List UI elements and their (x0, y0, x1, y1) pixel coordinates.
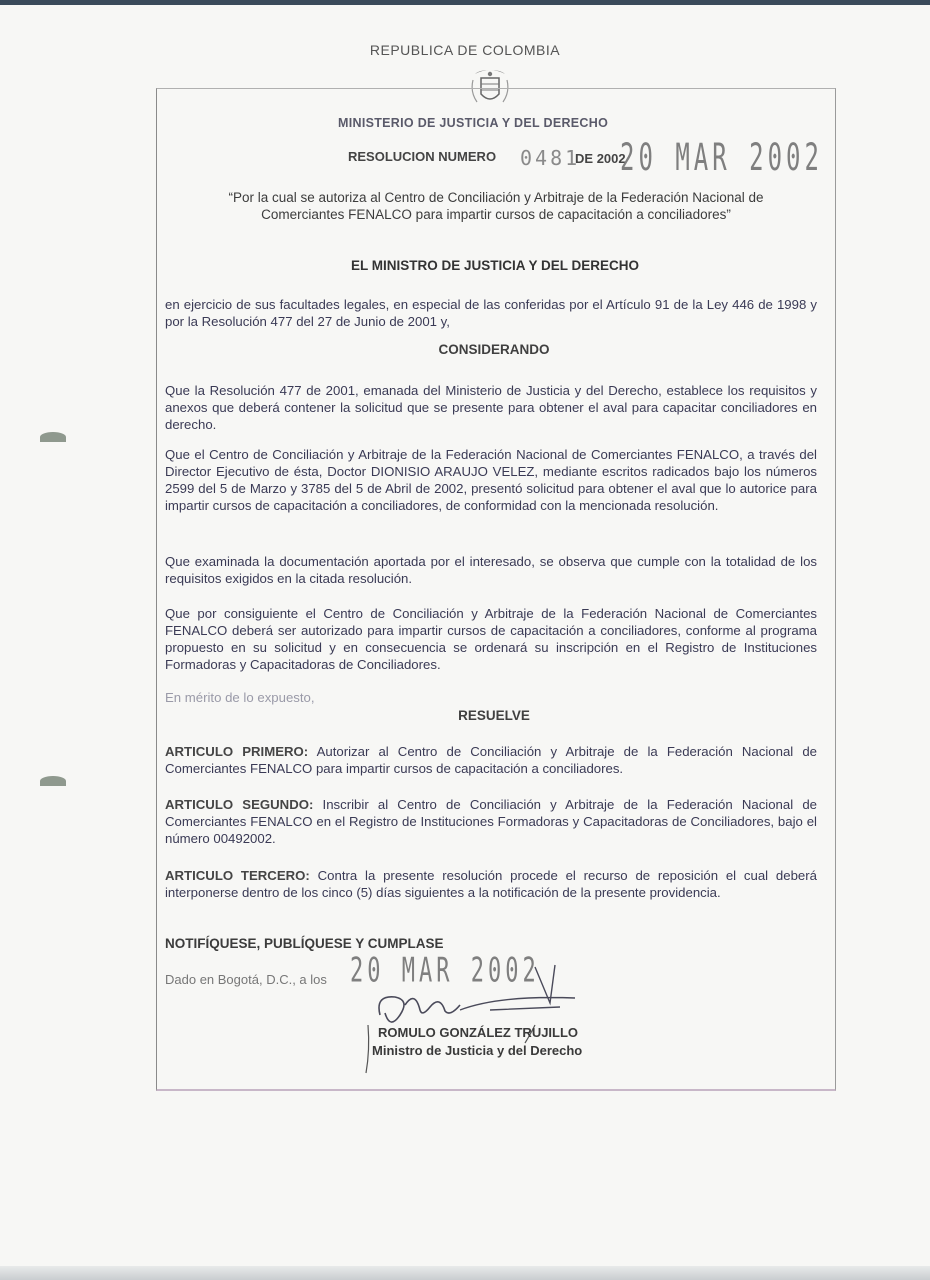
article-primero (165, 743, 817, 777)
scan-top-edge (0, 0, 930, 5)
country-header: REPUBLICA DE COLOMBIA (369, 42, 561, 58)
article-text: Contra la presente resolución procede el recurso de reposición el cual deberá interponerse dentro de los cinco (5) días siguientes a la notificación de la presente providencia. (165, 868, 817, 900)
stamped-date: 20 MAR 2002 (620, 136, 823, 180)
authority-heading: EL MINISTRO DE JUSTICIA Y DEL DERECHO (350, 258, 640, 273)
resolution-year-value: 2002 (596, 151, 626, 166)
considerando-paragraph-4: Que por consiguiente el Centro de Conciliación y Arbitraje de la Federación Nacional de Comerciantes FENALCO deberá ser autorizado para impartir cursos de capacitación a conciliadores, conforme al programa propuesto en su solicitud y en consecuencia se ordenará su inscripción en el Registro de Instituciones Formadoras y Capacitadoras de Conciliadores. (165, 606, 817, 672)
article-label: ARTICULO PRIMERO: (165, 744, 309, 759)
punch-hole (40, 776, 66, 786)
punch-hole (40, 432, 66, 442)
signed-date-stamp: 20 MAR 2002 (350, 952, 540, 991)
signer-title: Ministro de Justicia y del Derecho (372, 1043, 583, 1058)
article-text: Autorizar al Centro de Conciliación y Arbitraje de la Federación Nacional de Comerciantes FENALCO para impartir cursos de capacitación a conciliadores. (165, 744, 817, 776)
resuelve-heading: RESUELVE (458, 708, 530, 723)
authority-text: en ejercicio de sus facultades legales, en especial de las conferidas por el Artículo 91 de la Ley 446 de 1998 y por la Resolución 477 del 27 de Junio de 2001 y, (165, 297, 817, 329)
article-segundo (165, 796, 817, 847)
notify-line: NOTIFÍQUESE, PUBLÍQUESE Y CUMPLASE (165, 936, 444, 951)
article-label: ARTICULO TERCERO: (165, 868, 310, 883)
considerando-closing: En mérito de lo expuesto, (165, 690, 315, 705)
considerando-heading: CONSIDERANDO (438, 342, 550, 357)
signer-name: ROMULO GONZÁLEZ TRUJILLO (378, 1025, 579, 1040)
considerando-paragraph-3: Que examinada la documentación aportada por el interesado, se observa que cumple con la totalidad de los requisitos exigidos en la citada resolución. (165, 554, 817, 586)
article-label: ARTICULO SEGUNDO: (165, 797, 314, 812)
resolution-number: 0481 (520, 146, 581, 170)
resolution-label: RESOLUCION NUMERO (348, 149, 497, 164)
article-text: Inscribir al Centro de Conciliación y Arbitraje de la Federación Nacional de Comerciantes FENALCO en el Registro de Instituciones Formadoras y Capacitadoras de Conciliadores, bajo el número 00492002. (165, 797, 817, 846)
resolution-year (575, 151, 626, 166)
given-in-line: Dado en Bogotá, D.C., a los (165, 972, 327, 987)
considerando-paragraph-1: Que la Resolución 477 de 2001, emanada del Ministerio de Justicia y del Derecho, establece los requisitos y anexos que deberá contener la solicitud que se presente para obtener el aval para capacitar conciliadores en derecho. (165, 383, 817, 432)
resolution-title: “Por la cual se autoriza al Centro de Conciliación y Arbitraje de la Federación Nacional de Comerciantes FENALCO para impartir cursos de capacitación a conciliadores” (228, 190, 764, 222)
ministry-name: MINISTERIO DE JUSTICIA Y DEL DERECHO (338, 116, 609, 130)
considerando-paragraph-2: Que el Centro de Conciliación y Arbitraje de la Federación Nacional de Comerciantes FENALCO, a través del Director Ejecutivo de ésta, Doctor DIONISIO ARAUJO VELEZ, mediante escritos radicados bajo los números 2599 del 5 de Marzo y 3785 del 5 de Abril de 2002, presentó solicitud para obtener el aval que lo autorice para impartir cursos de capacitación a conciliadores, de conformidad con la mencionada resolución. (165, 447, 817, 513)
resolution-of: DE (575, 151, 594, 166)
article-tercero (165, 867, 817, 901)
scan-bottom-edge (0, 1266, 930, 1280)
